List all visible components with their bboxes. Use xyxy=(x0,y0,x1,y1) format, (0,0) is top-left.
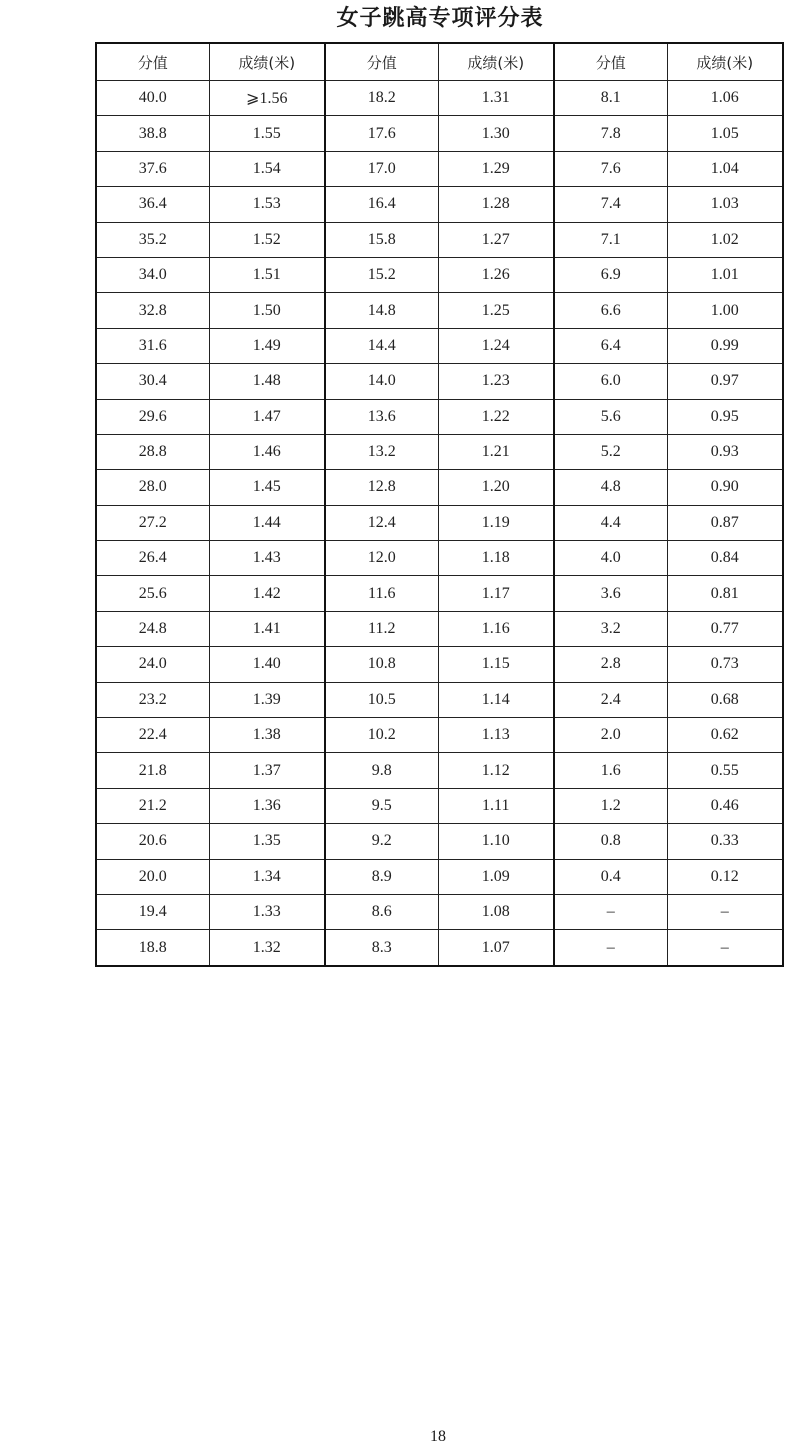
score-cell: 24.0 xyxy=(96,647,209,682)
result-cell: 1.43 xyxy=(209,541,325,576)
result-cell: 1.34 xyxy=(209,859,325,894)
column-header: 分值 xyxy=(96,43,209,81)
table-row xyxy=(96,187,783,222)
result-cell: 1.40 xyxy=(209,647,325,682)
score-cell: 13.2 xyxy=(325,434,438,469)
score-cell: 5.2 xyxy=(554,434,667,469)
table-row xyxy=(96,293,783,328)
score-cell: 9.5 xyxy=(325,788,438,823)
table-row xyxy=(96,222,783,257)
score-cell: 31.6 xyxy=(96,328,209,363)
score-cell: 14.4 xyxy=(325,328,438,363)
result-cell: 0.55 xyxy=(667,753,783,788)
result-cell: 0.87 xyxy=(667,505,783,540)
score-cell: 7.6 xyxy=(554,151,667,186)
result-cell: 1.47 xyxy=(209,399,325,434)
score-cell: 8.1 xyxy=(554,81,667,116)
table-row xyxy=(96,116,783,151)
score-cell: 14.8 xyxy=(325,293,438,328)
score-cell: 28.0 xyxy=(96,470,209,505)
score-cell: 12.8 xyxy=(325,470,438,505)
score-cell: – xyxy=(554,894,667,929)
table-row xyxy=(96,434,783,469)
score-cell: 16.4 xyxy=(325,187,438,222)
score-cell: 0.4 xyxy=(554,859,667,894)
table-row xyxy=(96,505,783,540)
column-header: 成绩(米) xyxy=(667,43,783,81)
result-cell: 1.09 xyxy=(438,859,554,894)
result-cell: – xyxy=(667,894,783,929)
score-cell: 7.1 xyxy=(554,222,667,257)
score-cell: 10.5 xyxy=(325,682,438,717)
score-cell: 3.2 xyxy=(554,611,667,646)
table-row xyxy=(96,824,783,859)
score-table xyxy=(95,42,784,967)
score-cell: 2.4 xyxy=(554,682,667,717)
score-cell: 15.2 xyxy=(325,257,438,292)
score-cell: 19.4 xyxy=(96,894,209,929)
result-cell: 1.52 xyxy=(209,222,325,257)
score-cell: 1.6 xyxy=(554,753,667,788)
score-cell: 37.6 xyxy=(96,151,209,186)
result-cell: 1.12 xyxy=(438,753,554,788)
table-row xyxy=(96,718,783,753)
score-cell: 17.6 xyxy=(325,116,438,151)
result-cell: 0.62 xyxy=(667,718,783,753)
score-cell: 2.8 xyxy=(554,647,667,682)
result-cell: 1.37 xyxy=(209,753,325,788)
score-cell: – xyxy=(554,930,667,966)
result-cell: 1.07 xyxy=(438,930,554,966)
result-cell: 1.54 xyxy=(209,151,325,186)
score-cell: 40.0 xyxy=(96,81,209,116)
score-cell: 23.2 xyxy=(96,682,209,717)
result-cell: 1.14 xyxy=(438,682,554,717)
result-cell: 1.03 xyxy=(667,187,783,222)
column-header: 分值 xyxy=(554,43,667,81)
table-row xyxy=(96,470,783,505)
result-cell: 1.19 xyxy=(438,505,554,540)
page-number: 18 xyxy=(430,1428,446,1445)
result-cell: 1.35 xyxy=(209,824,325,859)
result-cell: 1.31 xyxy=(438,81,554,116)
table-row xyxy=(96,753,783,788)
score-cell: 25.6 xyxy=(96,576,209,611)
result-cell: 1.26 xyxy=(438,257,554,292)
score-cell: 20.0 xyxy=(96,859,209,894)
table-row xyxy=(96,257,783,292)
table-row xyxy=(96,788,783,823)
result-cell: 1.06 xyxy=(667,81,783,116)
result-cell: 1.41 xyxy=(209,611,325,646)
score-cell: 18.2 xyxy=(325,81,438,116)
result-cell: 0.81 xyxy=(667,576,783,611)
result-cell: 1.38 xyxy=(209,718,325,753)
column-header: 成绩(米) xyxy=(209,43,325,81)
score-cell: 7.4 xyxy=(554,187,667,222)
score-cell: 4.0 xyxy=(554,541,667,576)
result-cell: 1.48 xyxy=(209,364,325,399)
result-cell: 1.32 xyxy=(209,930,325,966)
score-cell: 6.0 xyxy=(554,364,667,399)
score-cell: 14.0 xyxy=(325,364,438,399)
score-cell: 20.6 xyxy=(96,824,209,859)
result-cell: 0.95 xyxy=(667,399,783,434)
result-cell: 0.46 xyxy=(667,788,783,823)
column-header: 分值 xyxy=(325,43,438,81)
score-cell: 7.8 xyxy=(554,116,667,151)
result-cell: 0.90 xyxy=(667,470,783,505)
score-cell: 9.2 xyxy=(325,824,438,859)
result-cell: 1.01 xyxy=(667,257,783,292)
result-cell: 0.99 xyxy=(667,328,783,363)
table-row xyxy=(96,328,783,363)
column-header: 成绩(米) xyxy=(438,43,554,81)
table-row xyxy=(96,364,783,399)
score-cell: 11.6 xyxy=(325,576,438,611)
result-cell: 1.49 xyxy=(209,328,325,363)
score-cell: 12.0 xyxy=(325,541,438,576)
score-cell: 24.8 xyxy=(96,611,209,646)
result-cell: – xyxy=(667,930,783,966)
score-cell: 12.4 xyxy=(325,505,438,540)
result-cell: 1.29 xyxy=(438,151,554,186)
score-cell: 8.3 xyxy=(325,930,438,966)
result-cell: 1.33 xyxy=(209,894,325,929)
result-cell: 1.39 xyxy=(209,682,325,717)
score-cell: 26.4 xyxy=(96,541,209,576)
score-cell: 4.4 xyxy=(554,505,667,540)
result-cell: 1.05 xyxy=(667,116,783,151)
score-cell: 13.6 xyxy=(325,399,438,434)
result-cell: 1.13 xyxy=(438,718,554,753)
result-cell: 0.73 xyxy=(667,647,783,682)
result-cell: 1.20 xyxy=(438,470,554,505)
table-row xyxy=(96,930,783,966)
result-cell: 1.36 xyxy=(209,788,325,823)
score-cell: 18.8 xyxy=(96,930,209,966)
score-cell: 28.8 xyxy=(96,434,209,469)
score-cell: 36.4 xyxy=(96,187,209,222)
result-cell: 1.25 xyxy=(438,293,554,328)
result-cell: 0.93 xyxy=(667,434,783,469)
result-cell: 0.68 xyxy=(667,682,783,717)
result-cell: 1.24 xyxy=(438,328,554,363)
result-cell: 0.97 xyxy=(667,364,783,399)
result-cell: 1.18 xyxy=(438,541,554,576)
table-row xyxy=(96,81,783,116)
score-cell: 35.2 xyxy=(96,222,209,257)
result-cell: 1.08 xyxy=(438,894,554,929)
score-cell: 29.6 xyxy=(96,399,209,434)
result-cell: 0.12 xyxy=(667,859,783,894)
score-cell: 15.8 xyxy=(325,222,438,257)
score-cell: 30.4 xyxy=(96,364,209,399)
table-body xyxy=(96,81,783,966)
result-cell: ⩾1.56 xyxy=(209,81,325,116)
score-cell: 0.8 xyxy=(554,824,667,859)
score-cell: 27.2 xyxy=(96,505,209,540)
table-row xyxy=(96,151,783,186)
score-cell: 9.8 xyxy=(325,753,438,788)
result-cell: 1.23 xyxy=(438,364,554,399)
result-cell: 1.44 xyxy=(209,505,325,540)
result-cell: 1.17 xyxy=(438,576,554,611)
score-cell: 32.8 xyxy=(96,293,209,328)
result-cell: 1.28 xyxy=(438,187,554,222)
score-cell: 10.2 xyxy=(325,718,438,753)
page-title: 女子跳高专项评分表 xyxy=(336,6,544,31)
table-row xyxy=(96,399,783,434)
table-row xyxy=(96,611,783,646)
score-cell: 8.6 xyxy=(325,894,438,929)
result-cell: 1.51 xyxy=(209,257,325,292)
score-cell: 5.6 xyxy=(554,399,667,434)
score-cell: 11.2 xyxy=(325,611,438,646)
result-cell: 1.42 xyxy=(209,576,325,611)
score-cell: 3.6 xyxy=(554,576,667,611)
table-row xyxy=(96,859,783,894)
table-header-row xyxy=(96,43,783,81)
score-cell: 8.9 xyxy=(325,859,438,894)
score-cell: 21.8 xyxy=(96,753,209,788)
result-cell: 1.00 xyxy=(667,293,783,328)
score-cell: 21.2 xyxy=(96,788,209,823)
result-cell: 1.21 xyxy=(438,434,554,469)
result-cell: 0.84 xyxy=(667,541,783,576)
result-cell: 0.33 xyxy=(667,824,783,859)
table-row xyxy=(96,894,783,929)
result-cell: 1.46 xyxy=(209,434,325,469)
score-cell: 22.4 xyxy=(96,718,209,753)
result-cell: 1.04 xyxy=(667,151,783,186)
table-row xyxy=(96,682,783,717)
score-cell: 4.8 xyxy=(554,470,667,505)
result-cell: 1.45 xyxy=(209,470,325,505)
table-row xyxy=(96,541,783,576)
score-cell: 6.6 xyxy=(554,293,667,328)
table-row xyxy=(96,576,783,611)
score-cell: 2.0 xyxy=(554,718,667,753)
score-cell: 1.2 xyxy=(554,788,667,823)
result-cell: 1.11 xyxy=(438,788,554,823)
result-cell: 1.10 xyxy=(438,824,554,859)
result-cell: 1.22 xyxy=(438,399,554,434)
score-cell: 34.0 xyxy=(96,257,209,292)
score-cell: 17.0 xyxy=(325,151,438,186)
score-cell: 10.8 xyxy=(325,647,438,682)
table-row xyxy=(96,647,783,682)
score-cell: 38.8 xyxy=(96,116,209,151)
result-cell: 1.16 xyxy=(438,611,554,646)
result-cell: 1.15 xyxy=(438,647,554,682)
result-cell: 1.27 xyxy=(438,222,554,257)
result-cell: 1.30 xyxy=(438,116,554,151)
score-cell: 6.4 xyxy=(554,328,667,363)
result-cell: 1.55 xyxy=(209,116,325,151)
result-cell: 1.53 xyxy=(209,187,325,222)
result-cell: 1.50 xyxy=(209,293,325,328)
score-cell: 6.9 xyxy=(554,257,667,292)
result-cell: 1.02 xyxy=(667,222,783,257)
result-cell: 0.77 xyxy=(667,611,783,646)
